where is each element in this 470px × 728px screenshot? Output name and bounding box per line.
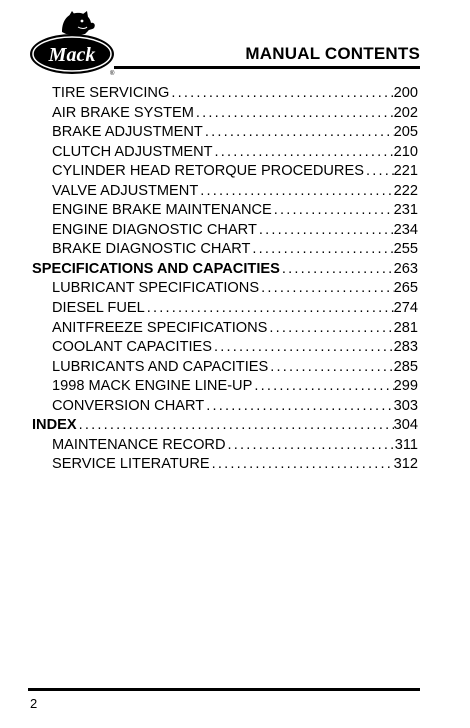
toc-entry-page: 255 — [393, 241, 418, 258]
toc-entry-label: BRAKE ADJUSTMENT — [52, 124, 203, 141]
toc-entry — [32, 143, 418, 163]
table-of-contents — [32, 84, 418, 475]
toc-entry — [32, 123, 418, 143]
toc-entry-page: 221 — [393, 163, 418, 180]
toc-leader-dots — [252, 377, 393, 397]
mack-bulldog-logo-icon — [28, 10, 120, 80]
toc-entry-page: 311 — [394, 436, 418, 453]
toc-leader-dots — [364, 162, 394, 182]
toc-leader-dots — [204, 397, 393, 417]
toc-leader-dots — [272, 201, 394, 221]
toc-entry — [32, 319, 418, 339]
toc-entry-label: CYLINDER HEAD RETORQUE PROCEDURES — [52, 163, 364, 180]
toc-entry — [32, 338, 418, 358]
toc-entry — [32, 279, 418, 299]
toc-entry-label: ANITFREEZE SPECIFICATIONS — [52, 319, 268, 336]
toc-entry-page: 299 — [393, 378, 418, 395]
toc-entry — [32, 182, 418, 202]
toc-entry — [32, 201, 418, 221]
toc-leader-dots — [226, 436, 395, 456]
toc-entry-label: INDEX — [32, 417, 77, 434]
toc-entry-label: ENGINE DIAGNOSTIC CHART — [52, 221, 257, 238]
toc-entry-label: BRAKE DIAGNOSTIC CHART — [52, 241, 251, 258]
toc-entry-label: CONVERSION CHART — [52, 397, 205, 414]
toc-leader-dots — [212, 338, 394, 358]
toc-leader-dots — [169, 84, 393, 104]
toc-entry — [32, 436, 418, 456]
toc-entry-label: 1998 MACK ENGINE LINE-UP — [52, 378, 253, 395]
toc-entry-label: CLUTCH ADJUSTMENT — [52, 143, 213, 160]
toc-leader-dots — [268, 358, 393, 378]
toc-leader-dots — [77, 416, 394, 436]
toc-leader-dots — [203, 123, 394, 143]
toc-leader-dots — [198, 182, 393, 202]
toc-entry-page: 205 — [393, 124, 418, 141]
toc-entry-page: 234 — [393, 221, 418, 238]
toc-entry-label: LUBRICANTS AND CAPACITIES — [52, 358, 269, 375]
toc-leader-dots — [213, 143, 394, 163]
toc-leader-dots — [280, 260, 394, 280]
footer-rule — [28, 688, 420, 691]
toc-entry-page: 222 — [393, 182, 418, 199]
toc-entry — [32, 221, 418, 241]
toc-entry-page: 263 — [393, 260, 418, 277]
page-header — [28, 10, 420, 80]
toc-entry — [32, 358, 418, 378]
toc-entry-label: COOLANT CAPACITIES — [52, 339, 213, 356]
toc-entry-page: 231 — [393, 202, 418, 219]
toc-entry-page: 303 — [393, 397, 418, 414]
toc-entry — [32, 455, 418, 475]
toc-entry-page: 200 — [393, 85, 418, 101]
toc-entry — [32, 260, 418, 280]
svg-text:®: ® — [110, 71, 115, 77]
toc-entry-page: 285 — [393, 358, 418, 375]
header-rule — [114, 66, 420, 69]
toc-entry-label: VALVE ADJUSTMENT — [52, 182, 199, 199]
toc-entry — [32, 84, 418, 104]
toc-entry — [32, 397, 418, 417]
toc-entry-page: 210 — [393, 143, 418, 160]
toc-entry-page: 281 — [393, 319, 418, 336]
toc-entry — [32, 416, 418, 436]
toc-leader-dots — [145, 299, 394, 319]
toc-leader-dots — [194, 104, 394, 124]
toc-leader-dots — [259, 279, 394, 299]
toc-entry-page: 304 — [393, 417, 418, 434]
toc-leader-dots — [257, 221, 394, 241]
toc-entry-page: 274 — [393, 300, 418, 317]
toc-entry — [32, 299, 418, 319]
toc-entry-label: SPECIFICATIONS AND CAPACITIES — [32, 260, 280, 277]
page-number: 2 — [30, 696, 38, 711]
toc-entry-label: SERVICE LITERATURE — [52, 456, 210, 473]
toc-entry-page: 202 — [393, 104, 418, 121]
toc-entry — [32, 104, 418, 124]
toc-entry-label: DIESEL FUEL — [52, 300, 145, 317]
toc-entry-page: 265 — [393, 280, 418, 297]
toc-entry-page: 283 — [393, 339, 418, 356]
toc-entry-page: 312 — [393, 456, 418, 473]
toc-entry-label: AIR BRAKE SYSTEM — [52, 104, 194, 121]
logo-text: Mack — [48, 44, 96, 66]
toc-entry-label: LUBRICANT SPECIFICATIONS — [52, 280, 260, 297]
toc-entry — [32, 240, 418, 260]
toc-entry-label: ENGINE BRAKE MAINTENANCE — [52, 202, 272, 219]
page-title: MANUAL CONTENTS — [245, 44, 420, 63]
toc-entry-label: MAINTENANCE RECORD — [52, 436, 226, 453]
toc-leader-dots — [210, 455, 394, 475]
toc-leader-dots — [267, 319, 393, 339]
toc-entry — [32, 162, 418, 182]
toc-leader-dots — [250, 240, 393, 260]
toc-entry — [32, 377, 418, 397]
toc-entry-label: TIRE SERVICING — [52, 85, 170, 101]
